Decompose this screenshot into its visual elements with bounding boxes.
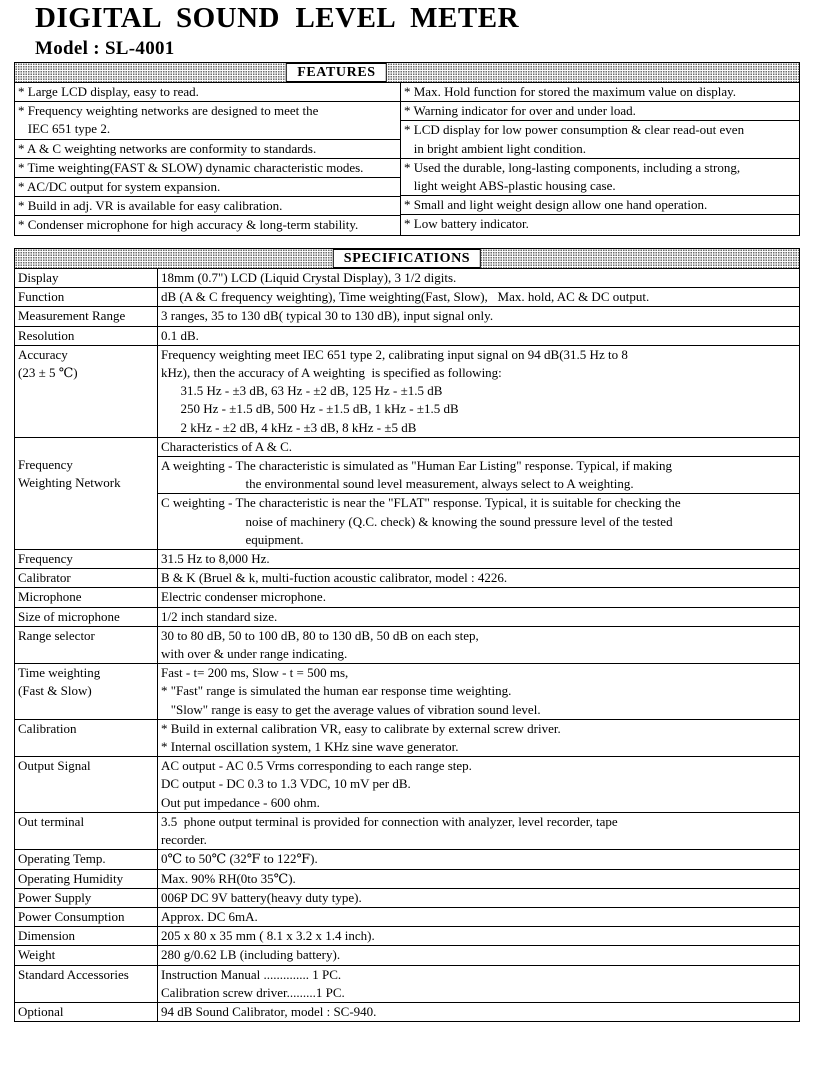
spec-row-operating-humidity [15, 870, 799, 889]
spec-value-text: 31.5 Hz - ±3 dB, 63 Hz - ±2 dB, 125 Hz - ±1.5 dB [161, 383, 443, 399]
spec-label-text: Power Supply [18, 889, 92, 905]
spec-subrow [158, 457, 799, 494]
spec-label-text: Calibrator [18, 570, 71, 586]
spec-value [158, 288, 799, 306]
spec-label-text: Range selector [18, 627, 95, 643]
features-column-right [401, 83, 799, 235]
feature-item [401, 102, 799, 121]
spec-value [158, 850, 799, 868]
spec-value-text: B & K (Bruel & k, multi-fuction acoustic calibrator, model : 4226. [161, 570, 508, 586]
spec-label [15, 438, 158, 549]
spec-value-text: 18mm (0.7") LCD (Liquid Crystal Display), 3 1/2 digits. [161, 270, 457, 285]
page-title: DIGITAL SOUND LEVEL METER [35, 2, 520, 34]
spec-label [15, 927, 158, 945]
spec-value [158, 870, 799, 888]
spec-value [158, 946, 799, 964]
spec-row-power-supply [15, 889, 799, 908]
spec-value-text: kHz), then the accuracy of A weighting is specified as following: [161, 365, 502, 381]
spec-row-size-of-microphone [15, 608, 799, 627]
spec-value-text: 0.1 dB. [161, 327, 199, 343]
feature-text: * Build in adj. VR is available for easy calibration. [18, 198, 283, 214]
spec-row-weight [15, 946, 799, 965]
spec-label-text: Standard Accessories [18, 966, 129, 982]
feature-text: light weight ABS-plastic housing case. [404, 178, 616, 194]
spec-row-calibrator [15, 569, 799, 588]
spec-value-text: recorder. [161, 832, 207, 848]
features-header-band [15, 63, 799, 83]
spec-value-text: 1/2 inch standard size. [161, 608, 278, 624]
spec-label [15, 307, 158, 325]
spec-value [158, 569, 799, 587]
feature-text: * A & C weighting networks are conformity to standards. [18, 140, 317, 156]
feature-item [15, 178, 400, 197]
spec-value-text: DC output - DC 0.3 to 1.3 VDC, 10 mV per dB. [161, 776, 411, 792]
spec-row-accuracy [15, 346, 799, 438]
feature-item [15, 216, 400, 234]
spec-row-calibration [15, 720, 799, 757]
spec-label-text: Operating Temp. [18, 851, 106, 867]
spec-value-text: Electric condenser microphone. [161, 589, 326, 605]
spec-row-resolution [15, 327, 799, 346]
spec-label [15, 757, 158, 812]
spec-value-text: 2 kHz - ±2 dB, 4 kHz - ±3 dB, 8 kHz - ±5 dB [161, 419, 417, 435]
spec-label-text: Calibration [18, 720, 77, 736]
spec-row-output-signal [15, 757, 799, 813]
spec-label-text: Function [18, 289, 65, 305]
spec-label-text: Output Signal [18, 758, 91, 774]
spec-subrow [158, 494, 799, 549]
spec-label-text: Optional [18, 1003, 64, 1019]
spec-row-measurement-range [15, 307, 799, 326]
feature-text: * AC/DC output for system expansion. [18, 179, 221, 195]
spec-value [158, 966, 799, 1002]
spec-value-text: 3 ranges, 35 to 130 dB( typical 30 to 130 dB), input signal only. [161, 308, 494, 324]
spec-label-text: Time weighting [18, 665, 101, 681]
spec-subrow [158, 438, 799, 457]
spec-row-time-weighting [15, 664, 799, 720]
feature-item [401, 159, 799, 196]
spec-label-text: (Fast & Slow) [18, 683, 92, 699]
spec-value-text: Instruction Manual .............. 1 PC. [161, 966, 342, 982]
spec-value [158, 813, 799, 849]
spec-value [158, 307, 799, 325]
specifications-body [15, 269, 799, 1021]
spec-label-text: Accuracy [18, 346, 68, 362]
spec-value [158, 889, 799, 907]
spec-value-text: Fast - t= 200 ms, Slow - t = 500 ms, [161, 665, 349, 681]
spec-label-text: Size of microphone [18, 608, 120, 624]
spec-value [158, 720, 799, 756]
features-header-label: FEATURES [286, 63, 386, 82]
spec-row-power-consumption [15, 908, 799, 927]
spec-value-text: Calibration screw driver.........1 PC. [161, 984, 345, 1000]
feature-text: * LCD display for low power consumption & clear read-out even [404, 122, 745, 138]
feature-item [15, 83, 400, 102]
spec-label-text: Display [18, 270, 59, 285]
spec-value [158, 908, 799, 926]
feature-text: * Time weighting(FAST & SLOW) dynamic characteristic modes. [18, 159, 364, 175]
spec-label-text: Dimension [18, 928, 76, 944]
spec-value-text: * "Fast" range is simulated the human ear response time weighting. [161, 683, 512, 699]
spec-value [158, 269, 799, 287]
spec-label-text: Out terminal [18, 813, 85, 829]
spec-label-text: Resolution [18, 327, 75, 343]
spec-value-text: 250 Hz - ±1.5 dB, 500 Hz - ±1.5 dB, 1 kHz - ±1.5 dB [161, 401, 459, 417]
spec-value-text: with over & under range indicating. [161, 646, 348, 662]
spec-value-text: A weighting - The characteristic is simulated as "Human Ear Listing" response. Typical, if making [161, 458, 673, 474]
spec-label [15, 288, 158, 306]
spec-label [15, 608, 158, 626]
feature-item [15, 197, 400, 216]
spec-row-microphone [15, 588, 799, 607]
spec-value [158, 1003, 799, 1021]
spec-value-text: 280 g/0.62 LB (including battery). [161, 947, 341, 963]
spec-value-text: 0℃ to 50℃ (32℉ to 122℉). [161, 851, 318, 867]
spec-label [15, 327, 158, 345]
spec-value-text: 205 x 80 x 35 mm ( 8.1 x 3.2 x 1.4 inch). [161, 928, 375, 944]
spec-row-out-terminal [15, 813, 799, 850]
spec-value-text: dB (A & C frequency weighting), Time weighting(Fast, Slow), Max. hold, AC & DC output. [161, 289, 650, 305]
spec-value-text: Approx. DC 6mA. [161, 908, 258, 924]
feature-item [15, 102, 400, 139]
spec-label-text: Microphone [18, 589, 82, 605]
spec-value [158, 927, 799, 945]
spec-label [15, 870, 158, 888]
spec-label-text: Operating Humidity [18, 870, 124, 886]
features-table [14, 62, 800, 236]
feature-text: IEC 651 type 2. [18, 121, 111, 137]
feature-item [401, 83, 799, 102]
spec-value [158, 588, 799, 606]
spec-row-function [15, 288, 799, 307]
spec-row-operating-temp [15, 850, 799, 869]
spec-label [15, 850, 158, 868]
spec-row-optional [15, 1003, 799, 1021]
spec-label [15, 550, 158, 568]
spec-value-text: 94 dB Sound Calibrator, model : SC-940. [161, 1003, 377, 1019]
feature-item [401, 121, 799, 158]
feature-text: in bright ambient light condition. [404, 140, 586, 156]
spec-label [15, 346, 158, 437]
spec-label-text: Weight [18, 947, 56, 963]
spec-label [15, 966, 158, 1002]
spec-label [15, 588, 158, 606]
spec-label [15, 664, 158, 719]
spec-label [15, 1003, 158, 1021]
spec-label [15, 569, 158, 587]
spec-value [158, 327, 799, 345]
spec-row-display [15, 269, 799, 288]
spec-value-text: 006P DC 9V battery(heavy duty type). [161, 889, 362, 905]
feature-item [15, 140, 400, 159]
spec-label [15, 627, 158, 663]
spec-value-text: "Slow" range is easy to get the average values of vibration sound level. [161, 701, 541, 717]
spec-value [158, 550, 799, 568]
model-number: Model : SL-4001 [35, 38, 175, 59]
spec-row-dimension [15, 927, 799, 946]
spec-value [158, 664, 799, 719]
spec-row-standard-accessories [15, 966, 799, 1003]
spec-value-group [158, 438, 799, 549]
spec-value-text: C weighting - The characteristic is near the "FLAT" response. Typical, it is suitable for checking the [161, 495, 681, 511]
spec-label [15, 813, 158, 849]
spec-value [158, 346, 799, 437]
spec-label [15, 269, 158, 287]
spec-row-range-selector [15, 627, 799, 664]
spec-value-text: 31.5 Hz to 8,000 Hz. [161, 551, 270, 567]
specifications-header-label: SPECIFICATIONS [333, 249, 481, 268]
spec-value-text: Max. 90% RH(0to 35℃). [161, 870, 296, 886]
feature-item [401, 196, 799, 215]
feature-text: * Condenser microphone for high accuracy & long-term stability. [18, 217, 359, 233]
specifications-table [14, 248, 800, 1022]
spec-value-text: * Internal oscillation system, 1 KHz sine wave generator. [161, 739, 459, 755]
spec-value [158, 757, 799, 812]
spec-value-text: Out put impedance - 600 ohm. [161, 794, 320, 810]
spec-row-frequency [15, 550, 799, 569]
spec-value [158, 627, 799, 663]
features-column-left [15, 83, 401, 235]
spec-label [15, 720, 158, 756]
spec-value [158, 608, 799, 626]
feature-item [15, 159, 400, 178]
features-columns [15, 83, 799, 235]
feature-text: * Low battery indicator. [404, 216, 529, 232]
feature-text: * Large LCD display, easy to read. [18, 84, 199, 99]
spec-label [15, 946, 158, 964]
spec-value-text: Characteristics of A & C. [161, 438, 293, 454]
spec-value-text: * Build in external calibration VR, easy to calibrate by external screw driver. [161, 720, 561, 736]
spec-label-text: (23 ± 5 ℃) [18, 365, 78, 381]
feature-text: * Warning indicator for over and under load. [404, 103, 636, 119]
spec-label [15, 908, 158, 926]
spec-value-text: equipment. [161, 531, 304, 547]
spec-row-frequency-weighting-network [15, 438, 799, 550]
spec-value-text: noise of machinery (Q.C. check) & knowing the sound pressure level of the tested [161, 513, 673, 529]
spec-value-text: 3.5 phone output terminal is provided for connection with analyzer, level recorder, tape [161, 813, 618, 829]
spec-value-text: 30 to 80 dB, 50 to 100 dB, 80 to 130 dB, 50 dB on each step, [161, 627, 479, 643]
spec-label-text: Frequency [18, 551, 73, 567]
feature-text: * Small and light weight design allow one hand operation. [404, 197, 708, 213]
spec-value-text: AC output - AC 0.5 Vrms corresponding to each range step. [161, 758, 472, 774]
spec-label-text: Measurement Range [18, 308, 126, 324]
spec-value-text: Frequency weighting meet IEC 651 type 2, calibrating input signal on 94 dB(31.5 Hz to 8 [161, 346, 628, 362]
feature-text: * Used the durable, long-lasting components, including a strong, [404, 159, 741, 175]
spec-value-text: the environmental sound level measurement, always select to A weighting. [161, 476, 634, 492]
spec-label-text: Weighting Network [18, 475, 121, 491]
feature-item [401, 215, 799, 233]
specifications-header-band [15, 249, 799, 269]
feature-text: * Max. Hold function for stored the maximum value on display. [404, 84, 737, 99]
spec-label [15, 889, 158, 907]
spec-label-text: Power Consumption [18, 908, 125, 924]
feature-text: * Frequency weighting networks are designed to meet the [18, 103, 319, 119]
spec-label-text: Frequency [18, 457, 73, 473]
